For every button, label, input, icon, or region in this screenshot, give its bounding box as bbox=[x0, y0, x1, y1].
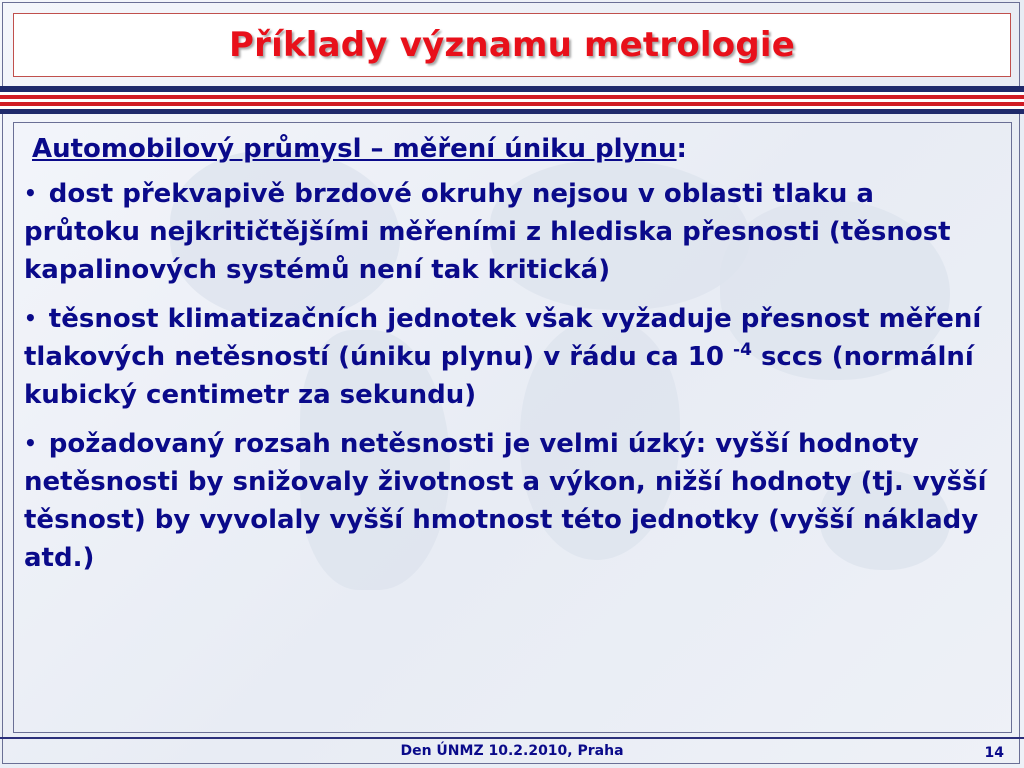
slide-title: Příklady významu metrologie bbox=[229, 25, 795, 65]
section-heading-colon: : bbox=[676, 134, 687, 164]
page-number: 14 bbox=[984, 745, 1004, 761]
stripe-navy-bottom bbox=[0, 109, 1024, 114]
footer-divider bbox=[0, 737, 1024, 739]
bullet-item bbox=[24, 299, 999, 414]
bullet-text-continued: sccs (normální kubický centimetr za sekundu) bbox=[24, 342, 974, 410]
title-box bbox=[13, 13, 1011, 77]
footer-event: Den ÚNMZ 10.2.2010, Praha bbox=[400, 743, 624, 759]
bullet-text: požadovaný rozsah netěsnosti je velmi úzký: vyšší hodnoty netěsnosti by snižovaly životnost a výkon, nižší hodnoty (tj. vyšší těsnost) by vyvolaly vyšší hmotnost této jednotky (vyšší náklady atd.) bbox=[24, 429, 987, 573]
slide-content bbox=[24, 130, 999, 587]
bullet-marker: • bbox=[24, 181, 37, 205]
section-heading bbox=[32, 130, 999, 168]
bullet-marker: • bbox=[24, 306, 37, 330]
section-heading-text: Automobilový průmysl – měření úniku plynu bbox=[32, 134, 677, 164]
bullet-item bbox=[24, 174, 999, 289]
bullet-text: těsnost klimatizačních jednotek však vyžaduje přesnost měření tlakových netěsností (úniku plynu) v řádu ca 10 bbox=[24, 304, 982, 372]
bullet-superscript: -4 bbox=[733, 340, 752, 360]
bullet-marker: • bbox=[24, 431, 37, 455]
bullet-item bbox=[24, 424, 999, 577]
bullet-text: dost překvapivě brzdové okruhy nejsou v oblasti tlaku a průtoku nejkritičtějšími měřeními z hlediska přesnosti (těsnost kapalinových systémů není tak kritická) bbox=[24, 179, 951, 285]
